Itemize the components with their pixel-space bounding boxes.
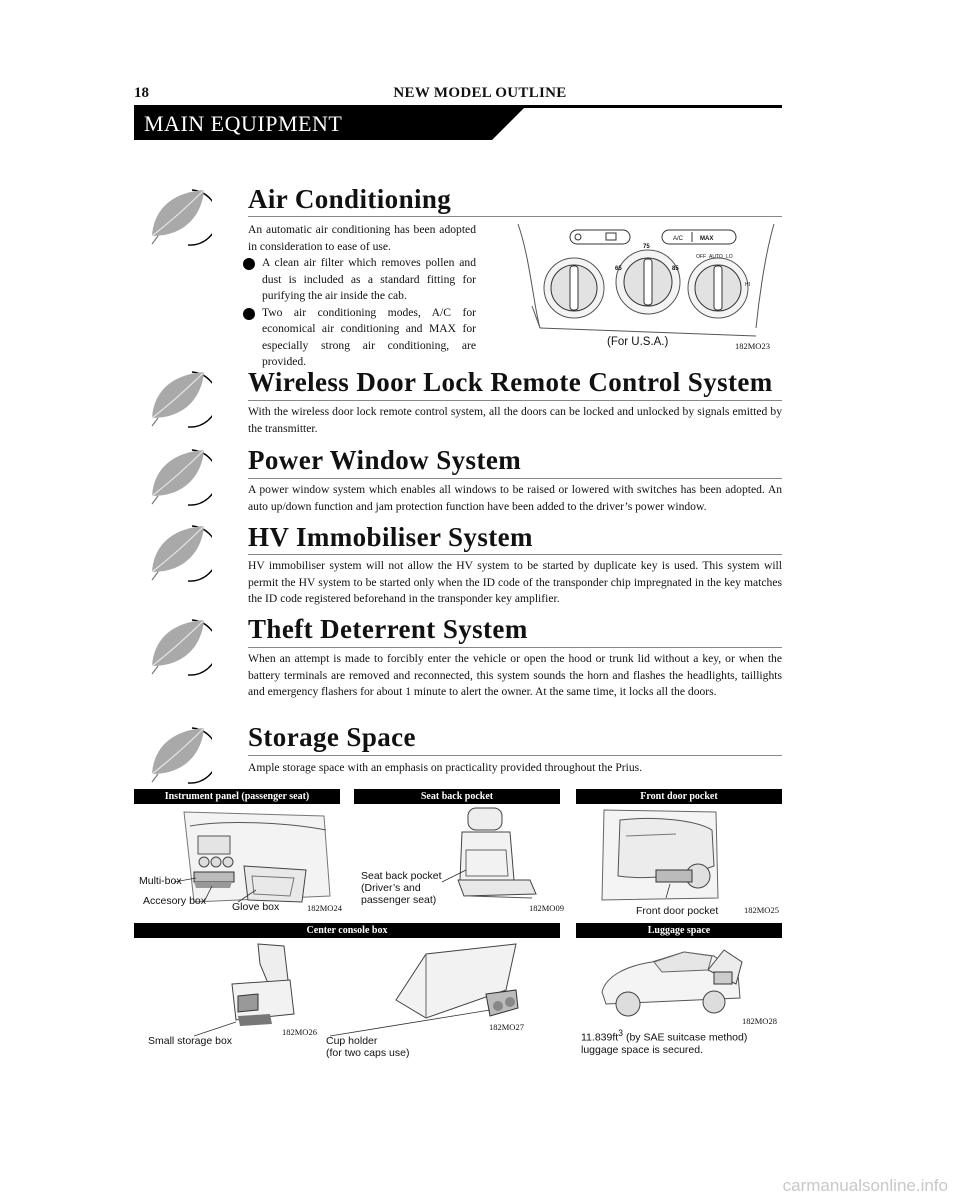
ac-bullet: [248, 305, 476, 371]
label-line: (Driver’s and: [361, 882, 421, 894]
section-title-immobiliser: HV Immobiliser System: [248, 522, 533, 552]
ac-bullet-text: A clean air filter which removes pollen and dust is included as a standard fitting for purifying the air inside the cab.: [262, 256, 476, 302]
caption-center-console: Center console box: [134, 923, 560, 938]
label-seat-back-pocket: [361, 870, 442, 906]
leaf-icon: [148, 184, 212, 248]
ac-bullet-text: Two air conditioning modes, A/C for economical air conditioning and MAX for especially strong air conditioning, are provided.: [262, 305, 476, 368]
page-number: 18: [134, 85, 149, 101]
label-line: Seat back pocket: [361, 870, 442, 882]
leader-lines: [190, 1000, 520, 1040]
caption-seat-back: Seat back pocket: [354, 789, 560, 804]
banner-title: MAIN EQUIPMENT: [144, 111, 343, 136]
figure-code: 182MO09: [529, 903, 564, 913]
label-line: (for two caps use): [326, 1047, 410, 1059]
luggage-volume: 11.839ft: [581, 1031, 619, 1044]
leaf-icon: [148, 722, 212, 786]
section-body-wireless: With the wireless door lock remote control system, all the doors can be locked and unlocked by signals emitted by the transmitter.: [248, 405, 782, 435]
figure-caption-usa: (For U.S.A.): [607, 336, 669, 348]
hi-label: HI: [745, 282, 750, 288]
leaf-icon: [148, 614, 212, 678]
label-accessory-box: Accesory box: [143, 895, 207, 907]
section-body-power-window: A power window system which enables all windows to be raised or lowered with switches has been adopted. An auto up/down function and jam protection function have been added to the driver’s power window.: [248, 483, 782, 513]
section-rule: [248, 647, 782, 648]
temp-75-label: 75: [643, 244, 650, 250]
seat-illustration: [440, 806, 550, 906]
section-title-wireless: Wireless Door Lock Remote Control System: [248, 367, 773, 397]
label-multi-box: Multi-box: [139, 875, 182, 887]
auto-label: AUTO: [709, 254, 723, 260]
section-title-storage: Storage Space: [248, 722, 416, 752]
ac-control-panel-illustration: [512, 218, 784, 354]
max-label: MAX: [700, 236, 714, 242]
leaf-icon: [148, 444, 212, 508]
section-body-theft: When an attempt is made to forcibly enter the vehicle or open the hood or trunk lid without a key, or when the battery terminals are removed and reconnected, this system sounds the horn and flashes the headlights, taillights and emergency flashers for about 1 minute to alert the owner. At the same time, it locks all the doors.: [248, 652, 782, 698]
section-rule: [248, 216, 782, 217]
ac-bullet: [248, 255, 476, 305]
bullet-dot: [243, 308, 255, 320]
air-conditioning-text: [248, 222, 476, 371]
temp-65-label: 65: [615, 266, 622, 272]
figure-code: 182MO24: [307, 903, 342, 913]
section-title-theft: Theft Deterrent System: [248, 614, 528, 644]
leader-line: [440, 866, 470, 886]
temperature-dial: [615, 244, 680, 314]
bullet-dot: [243, 258, 255, 270]
caption-front-door: Front door pocket: [576, 789, 782, 804]
fan-dial: [688, 254, 750, 318]
luggage-note-line2: luggage space is secured.: [581, 1043, 703, 1056]
luggage-note: [581, 1027, 781, 1056]
leaf-icon: [148, 520, 212, 584]
ac-intro: An automatic air conditioning has been adopted in consideration to ease of use.: [248, 223, 476, 253]
luggage-volume-unit-sup: 3: [618, 1028, 624, 1038]
leaf-icon: [148, 366, 212, 430]
figure-code: 182MO26: [282, 1027, 317, 1037]
figure-code: 182MO27: [489, 1022, 524, 1032]
mode-dial: [544, 258, 604, 318]
section-body-storage: Ample storage space with an emphasis on practicality provided throughout the Prius.: [248, 761, 643, 774]
figure-code: 182MO25: [744, 905, 779, 915]
label-line: Cup holder: [326, 1035, 378, 1047]
label-small-storage-box: Small storage box: [148, 1035, 233, 1047]
section-rule: [248, 400, 782, 401]
off-label: OFF: [696, 254, 706, 260]
watermark: carmanualsonline.info: [782, 1176, 948, 1195]
caption-luggage: Luggage space: [576, 923, 782, 938]
ac-label: A/C: [673, 236, 684, 242]
label-front-door-pocket: Front door pocket: [636, 905, 719, 917]
section-rule: [248, 554, 782, 555]
figure-code: 182MO28: [742, 1016, 777, 1026]
label-glove-box: Glove box: [232, 901, 280, 913]
section-title-air-conditioning: Air Conditioning: [248, 184, 452, 214]
lo-label: LO: [726, 254, 733, 260]
page-header-title: NEW MODEL OUTLINE: [393, 85, 567, 101]
section-rule: [248, 755, 782, 756]
front-door-illustration: [596, 806, 726, 906]
label-line: passenger seat): [361, 894, 437, 906]
temp-85-label: 85: [672, 266, 679, 272]
section-body-immobiliser: HV immobiliser system will not allow the HV system to be started by duplicate key is used. This system will permit the HV system to be started only when the ID code of the transponder chip impregnated in the key matches the ID code registered beforehand in the transponder key amplifier.: [248, 559, 782, 605]
luggage-method: (by SAE suitcase method): [623, 1031, 748, 1044]
label-cup-holder: [326, 1035, 409, 1059]
section-rule: [248, 478, 782, 479]
section-title-power-window: Power Window System: [248, 445, 522, 475]
figure-code: 182MO23: [735, 341, 770, 351]
caption-instrument-panel: Instrument panel (passenger seat): [134, 789, 340, 804]
luggage-car-illustration: [596, 940, 746, 1024]
